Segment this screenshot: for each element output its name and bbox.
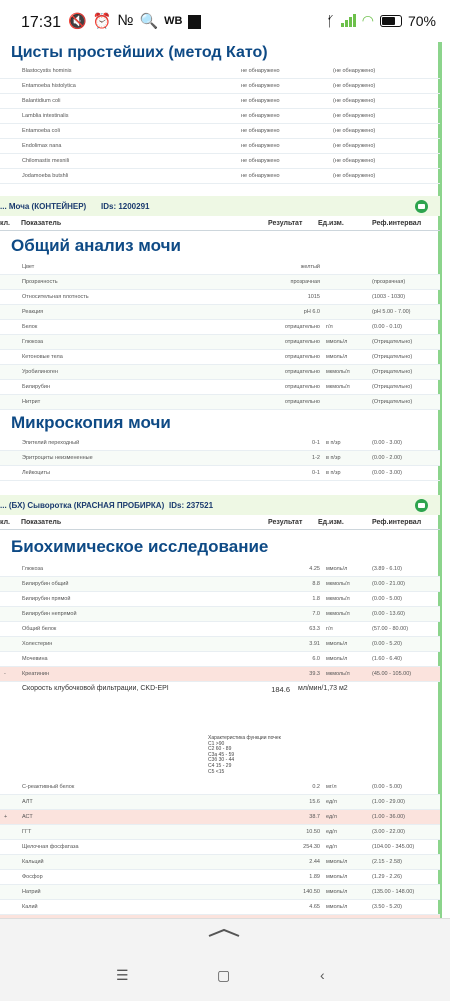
table-row xyxy=(0,320,440,335)
cell-name: Прозрачность xyxy=(22,279,58,285)
cell-unit: ммоль/л xyxy=(326,874,348,880)
stop-icon xyxy=(188,15,201,29)
cell-value: 10.50 xyxy=(306,829,320,835)
table-row xyxy=(0,637,440,652)
bio-table xyxy=(0,562,440,682)
cell-ref: (не обнаружено) xyxy=(333,143,376,149)
cysts-title: Цисты простейших (метод Като) xyxy=(11,44,268,61)
table-row xyxy=(0,577,440,592)
cell-unit: ммоль/л xyxy=(326,889,348,895)
urine-table xyxy=(0,260,440,410)
urine-section-label: ... Моча (КОНТЕЙНЕР) xyxy=(0,201,87,211)
cell-unit: в п/зр xyxy=(326,440,341,446)
header-kl: кл. xyxy=(0,219,10,227)
table-row xyxy=(0,780,440,795)
table-row xyxy=(0,64,440,79)
cell-name: Lamblia intestinalis xyxy=(22,113,69,119)
urine-title: Общий анализ мочи xyxy=(11,236,181,255)
cell-value: отрицательно xyxy=(284,324,320,330)
cell-unit: ед/л xyxy=(326,799,337,805)
cell-value: отрицательно xyxy=(284,369,320,375)
cell-value: 140.50 xyxy=(303,889,320,895)
table-row xyxy=(0,380,440,395)
cell-name: Уробилиноген xyxy=(22,369,58,375)
bio-title: Биохимическое исследование xyxy=(11,537,269,556)
cell-unit: ед/л xyxy=(326,814,337,820)
status-time: 17:31 xyxy=(21,14,62,31)
cell-name: Endolimax nana xyxy=(22,143,62,149)
cell-ref: (3.89 - 6.10) xyxy=(372,566,402,572)
table-row xyxy=(0,622,440,637)
cell-unit: мкмоль/л xyxy=(326,384,350,390)
cell-ref: (135.00 - 148.00) xyxy=(372,889,415,895)
cell-name: Кальций xyxy=(22,859,44,865)
cell-name: Билирубин общий xyxy=(22,581,69,587)
cell-value: 6.0 xyxy=(312,656,320,662)
cell-mark: + xyxy=(4,814,8,820)
table-row xyxy=(0,260,440,275)
table-row xyxy=(0,365,440,380)
table-row xyxy=(0,109,440,124)
cell-name: Билирубин прямой xyxy=(22,596,71,602)
navigation-bar xyxy=(0,918,450,1001)
cell-value: 39.3 xyxy=(309,671,320,677)
table-row xyxy=(0,840,440,855)
table-header xyxy=(0,216,440,231)
cell-unit: ед/л xyxy=(326,844,337,850)
cell-name: С-реактивный белок xyxy=(22,784,75,790)
table-row xyxy=(0,335,440,350)
table-row xyxy=(0,592,440,607)
cell-value: 1.8 xyxy=(312,596,320,602)
cell-unit: ед/л xyxy=(326,829,337,835)
table-row xyxy=(0,436,440,451)
back-icon[interactable]: ‹ xyxy=(320,967,325,983)
cell-value: желтый xyxy=(300,264,320,270)
cell-value: 0.2 xyxy=(312,784,320,790)
cell-name: Entamoeba coli xyxy=(22,128,60,134)
cell-result: не обнаружено xyxy=(241,113,280,119)
cell-unit: мкмоль/л xyxy=(326,369,350,375)
cell-name: Натрий xyxy=(22,889,41,895)
table-row xyxy=(0,94,440,109)
header-name: Показатель xyxy=(21,518,62,526)
cell-ref: (не обнаружено) xyxy=(333,98,376,104)
cell-value: 38.7 xyxy=(309,814,320,820)
table-row xyxy=(0,79,440,94)
cell-value: 0-1 xyxy=(312,440,320,446)
cell-unit: мкмоль/л xyxy=(326,596,350,602)
table-row xyxy=(0,466,440,481)
nfc-icon: № xyxy=(117,12,134,29)
notification-icons xyxy=(68,12,201,30)
cell-value: pH 6.0 xyxy=(303,309,320,315)
cell-unit: в п/зр xyxy=(326,470,341,476)
skf-unit: мл/мин/1,73 м2 xyxy=(298,685,348,692)
cell-result: не обнаружено xyxy=(241,83,280,89)
table-row xyxy=(0,885,440,900)
cell-ref: (0.00 - 3.00) xyxy=(372,440,402,446)
cell-name: Эпителий переходный xyxy=(22,440,80,446)
status-bar xyxy=(0,0,450,42)
cell-name: Лейкоциты xyxy=(22,470,50,476)
cell-name: Билирубин xyxy=(22,384,51,390)
cell-unit: ммоль/л xyxy=(326,339,348,345)
cell-name: Холестерин xyxy=(22,641,53,647)
table-row xyxy=(0,395,440,410)
header-result: Результат xyxy=(268,219,303,227)
cell-value: 254.30 xyxy=(303,844,320,850)
cell-ref: (не обнаружено) xyxy=(333,113,376,119)
table-row xyxy=(0,825,440,840)
cell-unit: мкмоль/л xyxy=(326,671,350,677)
table-row xyxy=(0,900,440,915)
cell-ref: (3.00 - 22.00) xyxy=(372,829,406,835)
cell-name: Билирубин непрямой xyxy=(22,611,77,617)
cell-value: отрицательно xyxy=(284,399,320,405)
cell-value: 1015 xyxy=(307,294,320,300)
carrier-label: WB xyxy=(164,15,183,27)
table-row xyxy=(0,124,440,139)
cell-ref: (0.00 - 3.00) xyxy=(372,470,402,476)
print-icon[interactable] xyxy=(415,200,428,213)
urine-section-bar xyxy=(0,196,440,216)
cell-value: 0-1 xyxy=(312,470,320,476)
cell-ref: (не обнаружено) xyxy=(333,173,376,179)
cell-result: не обнаружено xyxy=(241,98,280,104)
cell-result: не обнаружено xyxy=(241,128,280,134)
cell-ref: (45.00 - 105.00) xyxy=(372,671,412,677)
cell-unit: ммоль/л xyxy=(326,641,348,647)
cell-name: Кетоновые тела xyxy=(22,354,63,360)
bio-ids: IDs: 237521 xyxy=(169,500,214,510)
cell-value: отрицательно xyxy=(284,339,320,345)
skf-name: Скорость клубочковой фильтрации, CKD-EPI xyxy=(22,685,169,692)
cell-value: 4.65 xyxy=(309,904,320,910)
cell-result: не обнаружено xyxy=(241,143,280,149)
cell-value: отрицательно xyxy=(284,384,320,390)
header-kl: кл. xyxy=(0,518,10,526)
mute-icon: 🔇 xyxy=(68,13,87,30)
cell-unit: мкмоль/л xyxy=(326,581,350,587)
cell-name: Креатинин xyxy=(22,671,49,677)
header-ref: Реф.интервал xyxy=(372,219,422,227)
cell-ref: (pH 5.00 - 7.00) xyxy=(372,309,411,315)
cell-name: Относительная плотность xyxy=(22,294,89,300)
table-row xyxy=(0,139,440,154)
cell-name: АЛТ xyxy=(22,799,33,805)
table-row xyxy=(0,154,440,169)
signal-icon xyxy=(341,14,356,27)
cell-ref: (2.15 - 2.58) xyxy=(372,859,402,865)
cell-unit: г/л xyxy=(326,324,333,330)
cell-unit: в п/зр xyxy=(326,455,341,461)
table-row xyxy=(0,350,440,365)
system-icons xyxy=(326,12,436,29)
table-row xyxy=(0,290,440,305)
cell-unit: ммоль/л xyxy=(326,354,348,360)
cell-ref: (не обнаружено) xyxy=(333,83,376,89)
bluetooth-icon: ᚶ xyxy=(326,12,335,29)
cell-ref: (Отрицательно) xyxy=(372,384,413,390)
cell-ref: (не обнаружено) xyxy=(333,68,376,74)
cell-name: Глюкоза xyxy=(22,339,44,345)
table-row xyxy=(0,810,440,825)
cell-ref: (Отрицательно) xyxy=(372,369,413,375)
cell-value: 3.91 xyxy=(309,641,320,647)
wifi-icon: ◠ xyxy=(361,12,374,28)
cell-unit: ммоль/л xyxy=(326,904,348,910)
cell-name: Калий xyxy=(22,904,38,910)
cell-ref: (Отрицательно) xyxy=(372,399,413,405)
table-row xyxy=(0,607,440,622)
cell-result: не обнаружено xyxy=(241,173,280,179)
table-row xyxy=(0,795,440,810)
cell-value: 2.44 xyxy=(309,859,320,865)
cell-name: Эритроциты неизмененные xyxy=(22,455,93,461)
bio-section-label: ... (БХ) Сыворотка (КРАСНАЯ ПРОБИРКА) xyxy=(0,500,165,510)
cysts-table xyxy=(0,64,440,184)
cell-value: 8.8 xyxy=(312,581,320,587)
bio-section-bar xyxy=(0,495,440,515)
battery-icon xyxy=(380,15,402,27)
cell-ref: (Отрицательно) xyxy=(372,354,413,360)
cell-ref: (104.00 - 345.00) xyxy=(372,844,415,850)
cell-result: не обнаружено xyxy=(241,68,280,74)
table-row xyxy=(0,451,440,466)
table-row xyxy=(0,855,440,870)
table-row xyxy=(0,870,440,885)
cell-ref: (0.00 - 5.20) xyxy=(372,641,402,647)
cell-ref: (1.29 - 2.26) xyxy=(372,874,402,880)
cell-unit: ммоль/л xyxy=(326,566,348,572)
cell-name: АСТ xyxy=(22,814,33,820)
cell-ref: (1.00 - 29.00) xyxy=(372,799,406,805)
cell-name: Balantidium coli xyxy=(22,98,61,104)
cell-ref: (0.00 - 0.10) xyxy=(372,324,402,330)
chevron-up-icon[interactable] xyxy=(208,929,240,937)
cell-ref: (не обнаружено) xyxy=(333,158,376,164)
cell-name: Щелочная фосфатаза xyxy=(22,844,79,850)
table-row xyxy=(0,169,440,184)
cell-unit: ммоль/л xyxy=(326,859,348,865)
cell-name: Цвет xyxy=(22,264,35,270)
cell-ref: (3.50 - 5.20) xyxy=(372,904,402,910)
table-row xyxy=(0,562,440,577)
cell-ref: (1.60 - 6.40) xyxy=(372,656,402,662)
cell-mark: - xyxy=(4,671,6,677)
urine-ids: IDs: 1200291 xyxy=(101,201,150,211)
cell-name: Chilomastix mesnili xyxy=(22,158,70,164)
cell-value: прозрачная xyxy=(290,279,320,285)
cell-name: Entamoeba histolytica xyxy=(22,83,76,89)
cell-ref: (1.00 - 36.00) xyxy=(372,814,406,820)
header-unit: Ед.изм. xyxy=(318,518,344,526)
header-name: Показатель xyxy=(21,219,62,227)
cell-name: ГГТ xyxy=(22,829,32,835)
cell-name: Нитрит xyxy=(22,399,41,405)
cell-value: отрицательно xyxy=(284,354,320,360)
cell-name: Реакция xyxy=(22,309,44,315)
cell-ref: (0.00 - 2.00) xyxy=(372,455,402,461)
cell-ref: (0.00 - 21.00) xyxy=(372,581,406,587)
cell-unit: г/л xyxy=(326,626,333,632)
cell-name: Мочевина xyxy=(22,656,48,662)
skf-row xyxy=(0,682,440,736)
cell-unit: ммоль/л xyxy=(326,656,348,662)
cell-ref: (57.00 - 80.00) xyxy=(372,626,409,632)
table-row xyxy=(0,652,440,667)
cell-name: Blastocystis hominis xyxy=(22,68,72,74)
table-row xyxy=(0,667,440,682)
table-row xyxy=(0,305,440,320)
skf-value: 184.6 xyxy=(271,685,290,694)
cell-ref: (0.00 - 5.00) xyxy=(372,596,402,602)
home-icon[interactable]: ▢ xyxy=(217,967,231,983)
cell-name: Глюкоза xyxy=(22,566,44,572)
cell-ref: (0.00 - 13.60) xyxy=(372,611,406,617)
cell-name: Белок xyxy=(22,324,38,330)
table-row xyxy=(0,275,440,290)
cell-name: Jodamoeba butshli xyxy=(22,173,69,179)
skf-note: Характеристика функции почек С1 >90 С2 60 - 89 С3а 45 - 59 С3б 30 - 44 С4 15 - 29 С5 <15 xyxy=(208,735,281,775)
cell-value: 4.25 xyxy=(309,566,320,572)
print-icon[interactable] xyxy=(415,499,428,512)
cell-value: 7.0 xyxy=(312,611,320,617)
micro-title: Микроскопия мочи xyxy=(11,413,171,432)
header-result: Результат xyxy=(268,518,303,526)
cell-result: не обнаружено xyxy=(241,158,280,164)
cell-value: 1-2 xyxy=(312,455,320,461)
cell-ref: (1003 - 1030) xyxy=(372,294,406,300)
cell-ref: (не обнаружено) xyxy=(333,128,376,134)
cell-name: Фосфор xyxy=(22,874,43,880)
cell-value: 1.89 xyxy=(309,874,320,880)
cell-unit: мг/л xyxy=(326,784,337,790)
battery-percent: 70% xyxy=(407,12,436,29)
cell-value: 15.6 xyxy=(309,799,320,805)
cell-value: 63.3 xyxy=(309,626,320,632)
menu-icon[interactable]: ☰ xyxy=(116,967,129,983)
header-unit: Ед.изм. xyxy=(318,219,344,227)
cell-ref: (Отрицательно) xyxy=(372,339,413,345)
search-icon: 🔍 xyxy=(139,13,159,30)
micro-table xyxy=(0,436,440,481)
table-header xyxy=(0,515,440,530)
cell-ref: (прозрачная) xyxy=(372,279,406,285)
cell-name: Общий белок xyxy=(22,626,57,632)
alarm-icon: ⏰ xyxy=(92,13,112,30)
cell-unit: мкмоль/л xyxy=(326,611,350,617)
header-ref: Реф.интервал xyxy=(372,518,422,526)
report-page[interactable] xyxy=(0,42,440,918)
cell-ref: (0.00 - 5.00) xyxy=(372,784,402,790)
